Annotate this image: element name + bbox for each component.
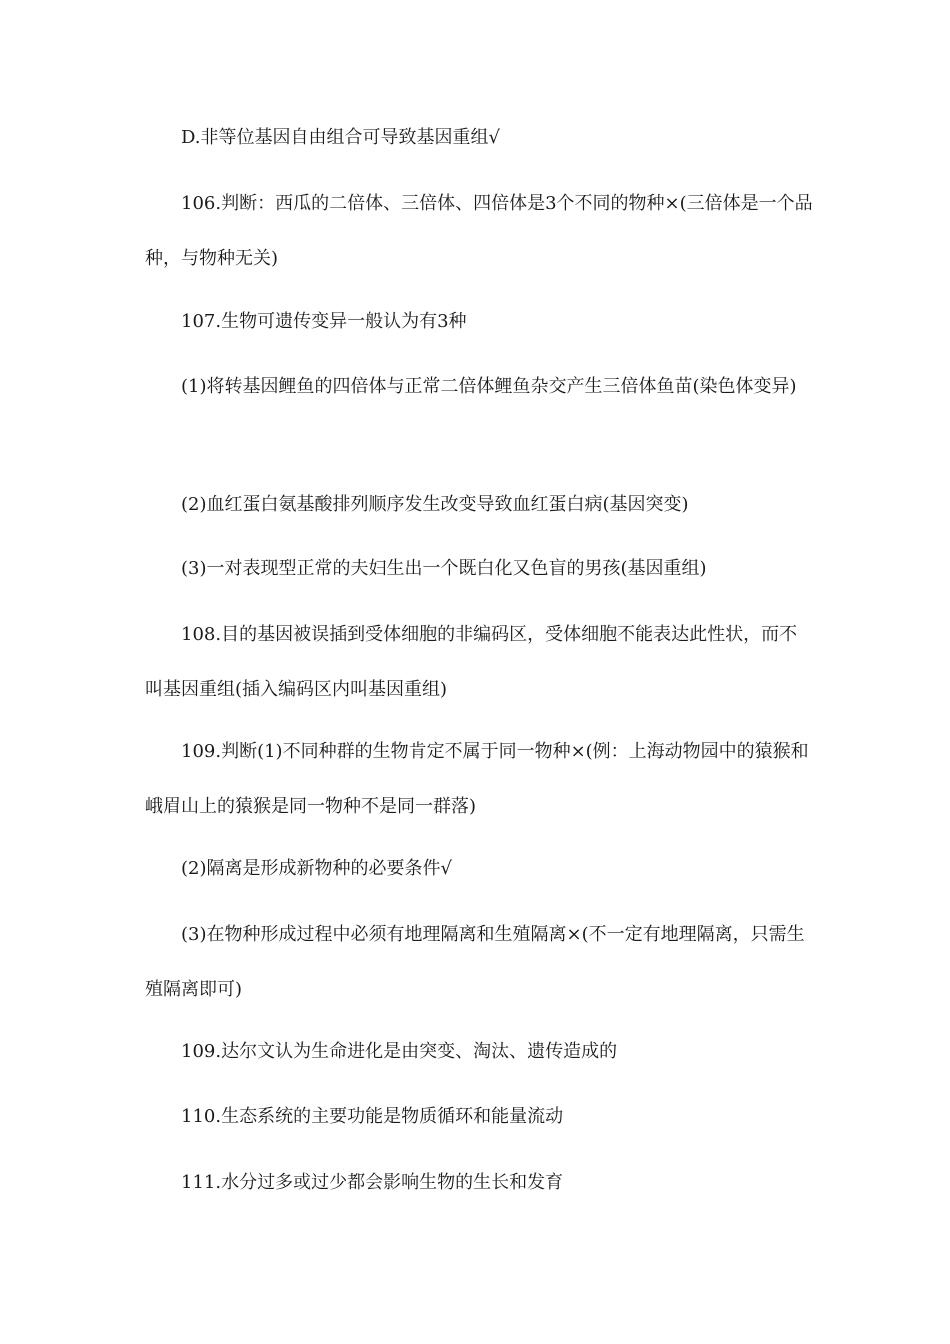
paragraph-107-2: (2)血红蛋白氨基酸排列顺序发生改变导致血红蛋白病(基因突变)	[181, 494, 689, 515]
paragraph-109-3: (3)在物种形成过程中必须有地理隔离和生殖隔离×(不一定有地理隔离，只需生殖隔离即可)	[145, 924, 805, 1000]
paragraph-107-1: (1)将转基因鲤鱼的四倍体与正常二倍体鲤鱼杂交产生三倍体鱼苗(染色体变异)	[181, 376, 797, 397]
paragraph-107-3: (3)一对表现型正常的夫妇生出一个既白化又色盲的男孩(基因重组)	[181, 558, 707, 579]
paragraph-111: 111.水分过多或过少都会影响生物的生长和发育	[181, 1172, 564, 1193]
paragraph-106: 106.判断：西瓜的二倍体、三倍体、四倍体是3个不同的物种×(三倍体是一个品种，与物种无关)	[145, 193, 813, 269]
paragraph-107: 107.生物可遗传变异一般认为有3种	[181, 311, 467, 332]
paragraph-d-option: D.非等位基因自由组合可导致基因重组√	[181, 127, 500, 148]
paragraph-109-1: 109.判断(1)不同种群的生物肯定不属于同一物种×(例：上海动物园中的猿猴和峨眉山上的猿猴是同一物种不是同一群落)	[145, 741, 809, 817]
paragraph-108: 108.目的基因被误插到受体细胞的非编码区，受体细胞不能表达此性状，而不叫基因重组(插入编码区内叫基因重组)	[145, 624, 798, 700]
paragraph-109-2: (2)隔离是形成新物种的必要条件√	[181, 858, 452, 879]
paragraph-110: 110.生态系统的主要功能是物质循环和能量流动	[181, 1106, 564, 1127]
paragraph-109-darwin: 109.达尔文认为生命进化是由突变、淘汰、遗传造成的	[181, 1041, 618, 1062]
